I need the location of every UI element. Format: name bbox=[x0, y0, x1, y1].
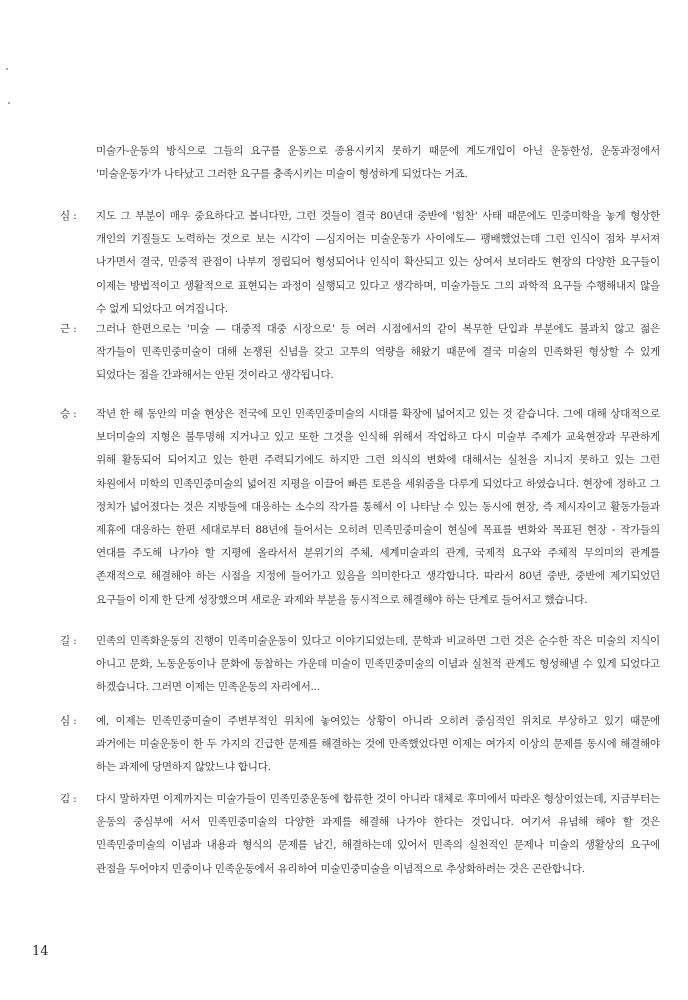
paragraph-text: 작년 한 해 동안의 미술 현상은 전국에 모인 민족민중미술의 시대를 확장에 넓어지고 있는 것 같습니다. 그에 대해 상대적으로 보더미술의 지형은 불투명해 지거나고 있고 또한 그것을 인식해 위해서 작업하고 다시 미술부 주제가 교육현장과 무관하게 위해 활동되어 되어지고 있는 한편 주력되기에도 하지만 그런 의식의 변화에 대해서는 실천을 지니지 못하고 있는 그런 차원에서 미학의 민족민중미술의 넓어진 지평을 이끌어 빠른 토론을 세워줌을 다루게 되었다고 하였습니다. 현장에 정하고 그 정치가 넓어졌다는 것은 지방들에 대응하는 소수의 작가를 통해서 이 나타날 수 있는 동시에 현장, 즉 제시자이고 활동가들과 제휴에 대응하는 한편 세대로부터 88년에 들어서는 오히려 민족민중미술이 현실에 목표를 변화와 목표된 현장 - 작가들의 연대를 주도해 나가야 할 지평에 올라서서 분위기의 주체, 세계미술과의 관계, 국제적 요구와 주체적 무의미의 관계를 존재적으로 해결해야 하는 시점을 지정에 들어가고 있음을 의미한다고 생각합니다. 따라서 80년 중반, 중반에 제기되었던 요구들이 이제 한 단계 성장했으며 새로운 과제와 부분을 동시적으로 해결해야 하는 단계로 들어서고 했습니다. bbox=[96, 408, 660, 606]
paragraph-text: 그러나 한편으로는 '미술 — 대중적 대중 시장으로' 등 여러 시점에서의 같이 복무한 단입과 부분에도 불과치 않고 젊은 작가들이 민족민중미술이 대해 논쟁된 신념을 갖고 고투의 역량을 해왔기 때문에 결국 미술의 민족화된 형상할 수 있게 되었다는 점을 간과해서는 안된 것이라고 생각됩니다. bbox=[96, 323, 660, 382]
scan-speck bbox=[8, 102, 10, 104]
paragraph-text: 지도 그 부분이 매우 중요하다고 봅니다만, 그런 것들이 결국 80년대 중반에 '힘찬' 사태 때문에도 민중미학을 놓게 형상한 개인의 기질들도 노력하는 것으로 보는 시각이 —심지어는 미술운동가 사이에도— 팽배했었는데 그런 인식이 점차 부서져 나가면서 결국, 민중적 관점이 나부끼 정립되어 형성되어나 인식이 확산되고 있는 상여서 보더라도 현장의 다양한 요구들이 이제는 방법적이고 생활적으로 표현되는 과정이 실행되고 있다고 생각하며, 미술가들도 그의 과학적 요구들 수행해내지 않을 수 없게 되었다고 여겨집니다. bbox=[96, 210, 660, 315]
page-number: 14 bbox=[32, 944, 49, 959]
speaker-label: 길 : bbox=[60, 635, 77, 647]
paragraph-text: 미술가-운동의 방식으로 그들의 요구를 운동으로 종용시키지 못하기 때문에 계도개입이 아닌 운동한성, 운동과정에서 '미술운동가'가 나타났고 그러한 요구를 충족시키는 미술이 형성하게 되었다는 거죠. bbox=[96, 145, 660, 181]
speaker-label: 심 : bbox=[60, 715, 77, 727]
speaker-label: 승 : bbox=[60, 408, 77, 420]
paragraph-sim-2 bbox=[60, 710, 660, 780]
paragraph-intro bbox=[60, 140, 660, 186]
paragraph-gil bbox=[60, 630, 660, 700]
paragraph-text: 예, 이제는 민족민중미술이 주변부적인 위치에 놓여있는 상황이 아니라 오히려 중심적인 위치로 부상하고 있기 때문에 과거에는 미술운동이 한 두 가지의 긴급한 문제를 해결하는 것에 만족했었다면 이제는 여가지 이상의 문제를 동시에 해결해야 하는 과제에 당면하지 않았느냐 합니다. bbox=[96, 715, 660, 774]
paragraph-geun bbox=[60, 318, 660, 388]
paragraph-seung bbox=[60, 403, 660, 612]
speaker-label: 김 : bbox=[60, 793, 77, 805]
speaker-label: 근 : bbox=[60, 323, 77, 335]
speaker-label: 심 : bbox=[60, 210, 77, 222]
paragraph-kim bbox=[60, 788, 660, 881]
scan-speck bbox=[6, 68, 8, 70]
paragraph-text: 다시 말하자면 이제까지는 미술가들이 민족민중운동에 합류한 것이 아니라 대체로 후미에서 따라온 형상이었는데, 지금부터는 운동의 중심부에 서서 민족민중미술의 다양한 과제를 해결해 나가야 한다는 것입니다. 여기서 유념해 해야 할 것은 민족민중미술의 이념과 내용과 형식의 문제를 남긴, 해결하는데 있어서 민족의 실천적인 문제나 미술의 생활상의 요구에 관점을 두어야지 민중이나 민족운동에서 유리하여 미술민중미술을 이념적으로 추상화하려는 것은 곤란합니다. bbox=[96, 793, 660, 875]
paragraph-text: 민족의 민족화운동의 진행이 민족미술운동이 있다고 이야기되었는데, 문학과 비교하면 그런 것은 순수한 작은 미술의 지식이 아니고 문화, 노동운동이나 문화에 동참하는 가운데 미술이 민족민중미술의 이념과 실천적 관계도 형성해낼 수 있게 되었다고 하겠습니다. 그러면 이제는 민족운동의 자리에서... bbox=[96, 635, 660, 694]
paragraph-sim-1 bbox=[60, 205, 660, 321]
